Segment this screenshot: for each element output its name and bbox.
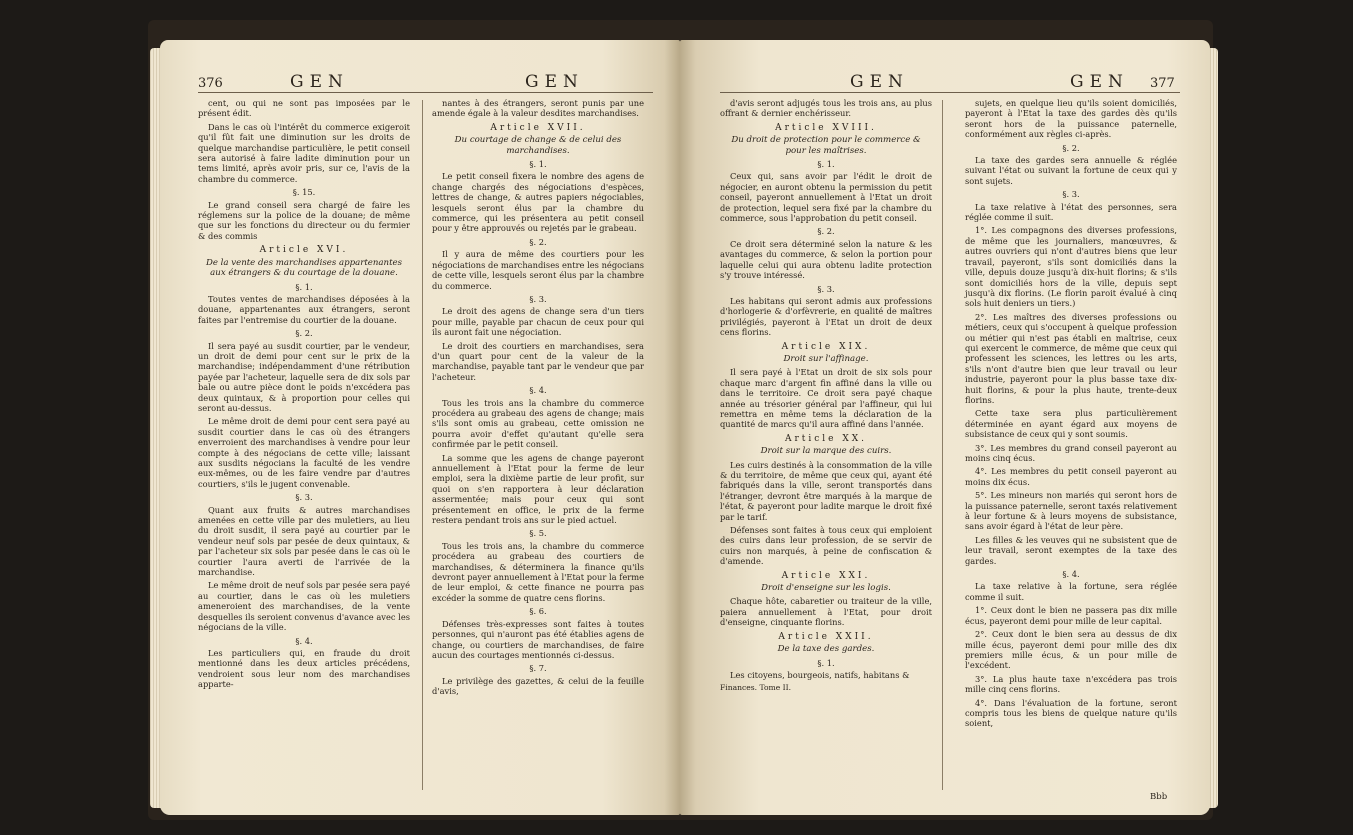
article-heading: Article XXII. — [778, 631, 874, 642]
article-heading: Article XVII. — [490, 122, 586, 133]
section-number: §. 1. — [817, 159, 835, 170]
paragraph: Le même droit de neuf sols par pesée sera payé au courtier, dans le cas où les muletiers ameneroient des marchandises, de la vente desquelles ils seroient convenus d'avance avec les négocians de la ville. — [198, 580, 410, 633]
paragraph: Quant aux fruits & autres marchandises amenées en cette ville par des muletiers, au lieu du droit susdit, il sera payé au courtier par le vendeur neuf sols par pesée de deux quintaux, & par l'acheteur six sols par pesée dans le cas où le courtier l'aura averti de l'arrivée de la marchandise. — [198, 504, 410, 578]
article-title: De la taxe des gardes. — [777, 644, 875, 655]
footer-note: Finances. Tome II. — [720, 683, 792, 693]
paragraph: Le même droit de demi pour cent sera payé au susdit courtier dans le cas où des étrangers enverroient des marchandises à vendre pour leur compte à des négocians de cette ville; laissant aux susdits négocians la faculté de les vendre eux-mêmes, ou de les faire vendre par d'autres courtiers, s'ils le jugent convenable. — [198, 416, 410, 489]
paragraph: 5°. Les mineurs non mariés qui seront hors de la puissance paternelle, seront taxés relativement à leur fortune & à leurs moyens de subsistance, sans avoir égard à l'état de leur père. — [965, 490, 1177, 532]
paragraph: 3°. Les membres du grand conseil payeront au moins cinq écus. — [965, 442, 1177, 463]
article-heading: Article XVIII. — [775, 122, 877, 133]
section-number: §. 2. — [529, 236, 547, 247]
left-header-rule — [198, 92, 653, 93]
paragraph: Tous les trois ans la chambre du commerce procédera au grabeau des agens de change; mais s'ils sont omis au grabeau, cette omission ne pourra avoir d'effet qu'autant qu'elle sera confirmée par le petit conseil. — [432, 397, 644, 450]
section-number: §. 1. — [817, 657, 835, 668]
section-number: §. 6. — [529, 606, 547, 617]
section-number: §. 2. — [295, 328, 313, 339]
right-page-number: 377 — [1150, 76, 1175, 91]
paragraph: La taxe relative à la fortune, sera réglée comme il suit. — [965, 581, 1177, 602]
paragraph: Cette taxe sera plus particulièrement déterminée en ayant égard aux moyens de subsistance de ceux qui y sont soumis. — [965, 408, 1177, 440]
paragraph: Ce droit sera déterminé selon la nature & les avantages du commerce, & selon la portion pour laquelle celui qui aura obtenu ladite protection s'y trouve intéressé. — [720, 238, 932, 281]
section-number: §. 2. — [817, 226, 835, 237]
section-number: §. 2. — [1062, 142, 1080, 153]
paragraph: La somme que les agens de change payeront annuellement à l'Etat pour la ferme de leur emploi, sera la dixième partie de leur profit, sur quoi on s'en rapportera à leur déclaration assermentée; mais pour ceux qui sont présentement en office, le prix de la ferme restera pendant trois ans sur le pied actuel. — [432, 452, 644, 526]
paragraph: Il y aura de même des courtiers pour les négociations de marchandises entre les négocians de cette ville, lesquels seront élus par la chambre du commerce. — [432, 249, 644, 291]
paragraph: d'avis seront adjugés tous les trois ans, au plus offrant & dernier enchérisseur. — [720, 98, 932, 119]
article-heading: Article XIX. — [781, 341, 871, 352]
section-number: §. 15. — [292, 187, 316, 198]
article-title: Du droit de protection pour le commerce & pour les maîtrises. — [731, 135, 921, 156]
paragraph: Chaque hôte, cabaretier ou traiteur de la ville, paiera annuellement à l'Etat, pour droit d'enseigne, cinquante florins. — [720, 596, 932, 628]
section-number: §. 4. — [529, 385, 547, 396]
paragraph: La taxe des gardes sera annuelle & réglée suivant l'état ou suivant la fortune de ceux qui y sont sujets. — [965, 155, 1177, 186]
paragraph: 2°. Les maîtres des diverses professions ou métiers, ceux qui s'occupent à quelque profession ou métier qui n'est pas établi en maîtrise, ceux qui exercent le commerce, de même que ceux qui professent les sciences, les lettres ou les arts, s'ils n'ont d'autre bien que leur travail ou leur industrie, payeront pour la plus basse taxe dix-huit florins, & pour la plus haute, trente-deux florins. — [965, 311, 1177, 405]
left-header-right: GEN — [525, 72, 584, 92]
article-heading: Article XVI. — [259, 245, 349, 256]
right-column-2 — [965, 98, 1177, 732]
section-number: §. 3. — [529, 293, 547, 304]
left-page — [160, 40, 680, 815]
paragraph: Le petit conseil fixera le nombre des agens de change chargés des négociations d'espèces, lettres de change, & autres papiers négociables, lesquels seront élus par la chambre du commerce, qui les présentera au petit conseil pour y être approuvés ou rejetés par le grabeau. — [432, 171, 644, 234]
left-column-divider — [422, 100, 423, 790]
right-header-rule — [720, 92, 1180, 93]
paragraph: Le grand conseil sera chargé de faire les réglemens sur la police de la douane; de même que sur les fonctions du directeur ou du fermier & des commis — [198, 199, 410, 241]
paragraph: Le droit des courtiers en marchandises, sera d'un quart pour cent de la valeur de la marchandise, payable tant par le vendeur que par l'acheteur. — [432, 340, 644, 382]
article-title: De la vente des marchandises appartenantes aux étrangers & du courtage de la douane. — [205, 257, 403, 279]
paragraph: 2°. Ceux dont le bien sera au dessus de dix mille écus, payeront demi pour mille des dix premiers mille écus, & un pour mille de l'excédent. — [965, 629, 1177, 671]
article-heading: Article XX. — [784, 433, 868, 444]
signature-mark: Bbb — [1150, 792, 1168, 802]
right-header-left: GEN — [850, 72, 909, 92]
left-column-1 — [198, 98, 410, 693]
left-header-left: GEN — [290, 72, 349, 92]
section-number: §. 4. — [295, 635, 313, 646]
paragraph: 1°. Ceux dont le bien ne passera pas dix mille écus, payeront demi pour mille de leur capital. — [965, 605, 1177, 626]
section-number: §. 3. — [817, 283, 835, 294]
article-title: Droit sur la marque des cuirs. — [760, 446, 892, 457]
paragraph: Les cuirs destinés à la consommation de la ville & du territoire, de même que ceux qui, ayant été fabriqués dans la ville, seront transportés dans l'étranger, devront être marqués à la marque de l'état, & payeront pour ladite marque le droit fixé par le tarif. — [720, 459, 932, 522]
paragraph: 3°. La plus haute taxe n'excédera pas trois mille cinq cens florins. — [965, 673, 1177, 695]
right-header-right: GEN — [1070, 72, 1129, 92]
section-number: §. 4. — [1062, 569, 1080, 580]
paragraph: Les filles & les veuves qui ne subsistent que de leur travail, seront exemptes de la taxe des gardes. — [965, 534, 1177, 566]
paragraph: Défenses sont faites à tous ceux qui emploient des cuirs dans leur profession, de se servir de cuirs non marqués, à peine de confiscation & d'amende. — [720, 525, 932, 567]
section-number: §. 1. — [529, 159, 547, 170]
paragraph: Il sera payé au susdit courtier, par le vendeur, un droit de demi pour cent sur le prix de la marchandise; indépendamment d'une rétribution payée par l'acheteur, laquelle sera de dix sols par bale ou autre pièce dont le poids n'excédera pas deux quintaux, & à proportion pour celles qui seront au-dessus. — [198, 340, 410, 413]
left-page-number: 376 — [198, 76, 223, 91]
section-number: §. 3. — [295, 492, 313, 503]
paragraph: Toutes ventes de marchandises déposées à la douane, appartenantes aux étrangers, seront faites par l'entremise du courtier de la douane. — [198, 293, 410, 325]
paragraph: Les habitans qui seront admis aux professions d'horlogerie & d'orfèvrerie, en qualité de maîtres privilégiés, payeront à l'Etat un droit de deux cens florins. — [720, 295, 932, 338]
paragraph: Le droit des agens de change sera d'un tiers pour mille, payable par chacun de ceux pour qui ils auront fait une négociation. — [432, 306, 644, 338]
section-number: §. 3. — [1062, 189, 1080, 200]
section-number: §. 1. — [295, 281, 313, 292]
paragraph: nantes à des étrangers, seront punis par une amende égale à la valeur desdites marchandises. — [432, 98, 644, 119]
paragraph: Ceux qui, sans avoir par l'édit le droit de négocier, en auront obtenu la permission du petit conseil, payeront annuellement à l'Etat un droit de protection, lequel sera fixé par la chambre du commerce, sous l'approbation du petit conseil. — [720, 171, 932, 224]
right-column-1 — [720, 98, 932, 697]
paragraph: Les citoyens, bourgeois, natifs, habitans & — [730, 669, 910, 680]
right-column-divider — [942, 100, 943, 790]
paragraph: 4°. Les membres du petit conseil payeront au moins dix écus. — [965, 466, 1177, 487]
article-title: Du courtage de change & de celui des marchandises. — [454, 135, 622, 156]
paragraph: sujets, en quelque lieu qu'ils soient domiciliés, payeront à l'Etat la taxe des gardes dès qu'ils seront hors de la puissance paternelle, conformément aux règles ci-après. — [965, 98, 1177, 140]
paragraph: Tous les trois ans, la chambre du commerce procédera au grabeau des courtiers de marchandises, & déterminera la finance qu'ils devront payer annuellement à l'Etat pour la ferme de leur emploi, & cette finance ne pourra pas excéder la somme de quatre cens florins. — [432, 540, 644, 603]
paragraph: Les particuliers qui, en fraude du droit mentionné dans les deux articles précédens, vendroient sous leur nom des marchandises apparte- — [198, 647, 410, 690]
article-heading: Article XXI. — [781, 570, 871, 581]
left-column-2 — [432, 98, 644, 700]
right-page — [680, 40, 1210, 815]
article-title: Droit d'enseigne sur les logis. — [761, 583, 891, 594]
paragraph: La taxe relative à l'état des personnes, sera réglée comme il suit. — [965, 201, 1177, 223]
paragraph: Le privilège des gazettes, & celui de la feuille d'avis, — [432, 675, 644, 697]
paragraph: 4°. Dans l'évaluation de la fortune, seront compris tous les biens de quelque nature qu'ils soient, — [965, 697, 1177, 729]
paragraph: Défenses très-expresses sont faites à toutes personnes, qui n'auront pas été établies agens de change, ou courtiers de marchandises, de faire aucun des courtages mentionnés ci-dessus. — [432, 618, 644, 660]
paragraph: Dans le cas où l'intérêt du commerce exigeroit qu'il fût fait une diminution sur les droits de quelque marchandise particulière, le petit conseil sera autorisé à faire ladite diminution pour un tems limité, après avoir pris, sur ce, l'avis de la chambre du commerce. — [198, 121, 410, 184]
paragraph: cent, ou qui ne sont pas imposées par le présent édit. — [198, 98, 410, 119]
article-title: Droit sur l'affinage. — [783, 353, 869, 364]
paragraph: 1°. Les compagnons des diverses professions, de même que les journaliers, manœuvres, & autres ouvriers qui n'ont d'autres biens que leur travail, payeront, s'ils sont domiciliés dans la ville, depuis douze jusqu'à dix-huit florins; & s'ils sont domiciliés hors de la ville, depuis sept jusqu'à dix florins. (Le florin paroit évalué à cinq sols huit deniers un tiers.) — [965, 225, 1177, 309]
paragraph: Il sera payé à l'Etat un droit de six sols pour chaque marc d'argent fin affiné dans la ville ou dans le territoire. Ce droit sera payé chaque année au trésorier général par l'affineur, qui lui remettra en même tems la déclaration de la quantité de marcs qu'il aura affiné dans l'année. — [720, 367, 932, 430]
section-number: §. 7. — [529, 663, 547, 674]
section-number: §. 5. — [529, 528, 547, 539]
